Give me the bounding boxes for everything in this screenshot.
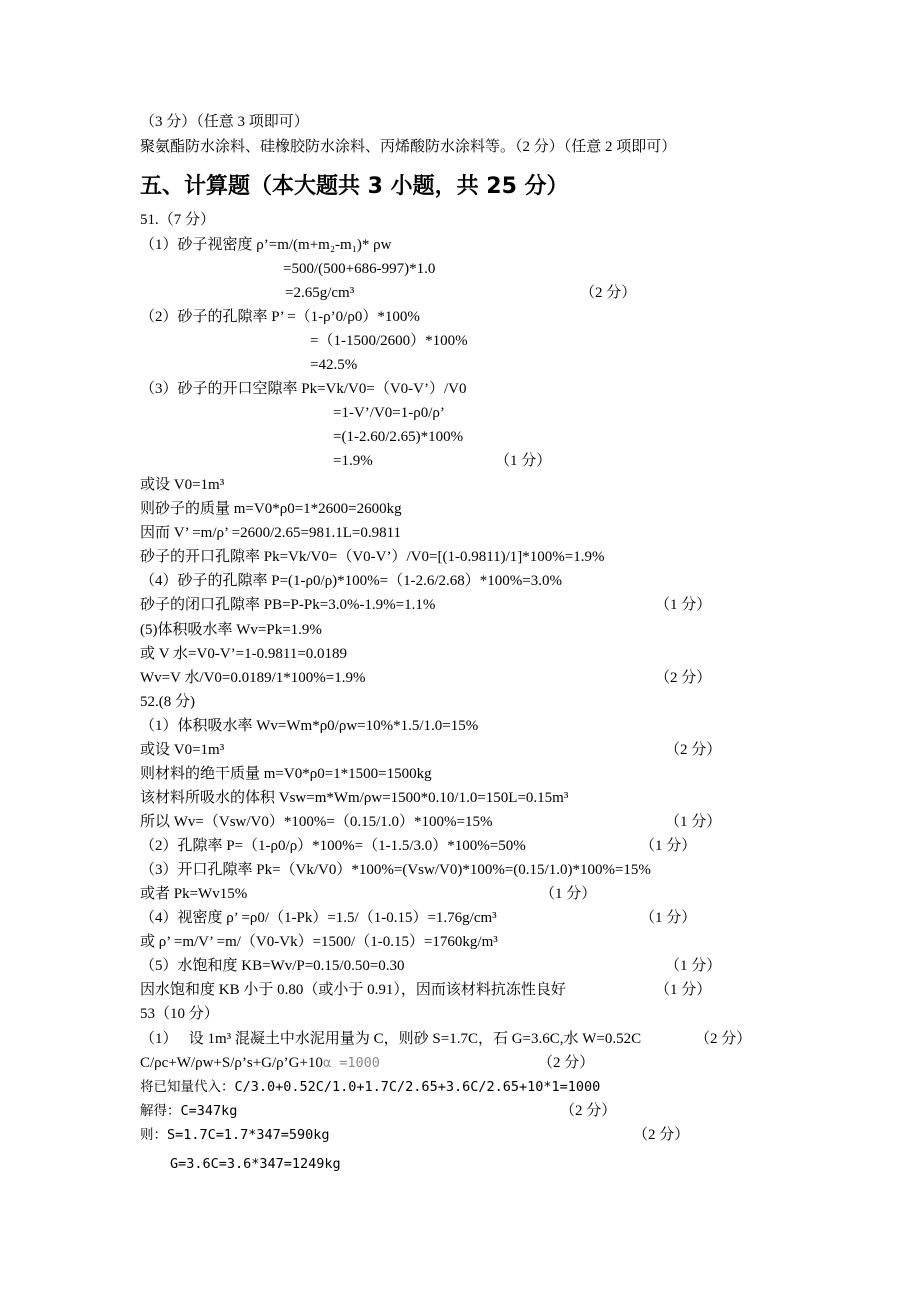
score-label: （1 分） [640, 838, 697, 854]
q53-equation-text: C/ρc+W/ρw+S/ρ’s+G/ρ’G+10 [140, 1055, 323, 1071]
q53-step1-line: （1） 设 1m³ 混凝土中水泥用量为 C，则砂 S=1.7C，石 G=3.6C,水 W=0.52C [140, 1031, 642, 1047]
q51-alt-line: 或设 V0=1m³ [140, 477, 225, 493]
score-label: （2 分） [580, 285, 637, 301]
q53-solution-line: 解得：C=347kg [140, 1103, 238, 1119]
q51-alt-line: 砂子的开口孔隙率 Pk=Vk/V0=（V0-V’）/V0=[(1-0.9811)/1]*100%=1.9% [140, 549, 605, 565]
question-51-title: 51.（7 分） [140, 212, 216, 228]
q53-sand-line: 则：S=1.7C=1.7*347=590kg [140, 1127, 330, 1143]
q52-step5-line: （5）水饱和度 KB=Wv/P=0.15/0.50=0.30 [140, 958, 405, 974]
q53-equation-line [140, 1053, 380, 1073]
q53-gravel-line: G=3.6C=3.6*347=1249kg [170, 1156, 341, 1172]
q51-step5-alt: 或 V 水=V0-V’=1-0.9811=0.0189 [140, 646, 348, 662]
score-label: （1 分） [495, 453, 552, 469]
score-label: （1 分） [640, 910, 697, 926]
q52-step1-line: （1）体积吸水率 Wv=Wm*ρ0/ρw=10%*1.5/1.0=15% [140, 718, 479, 734]
q51-step4-line: （4）砂子的孔隙率 P=(1-ρ0/ρ)*100%=（1-2.6/2.68）*100%=3.0% [140, 573, 562, 589]
q52-conclusion-line: 因水饱和度 KB 小于 0.80（或小于 0.91），因而该材料抗冻性良好 [140, 982, 566, 998]
q52-step3-alt: 或者 Pk=Wv15% [140, 886, 248, 902]
score-label: （1 分） [655, 597, 712, 613]
q51-step5-line: (5)体积吸水率 Wv=Pk=1.9% [140, 622, 322, 638]
q52-alt-line: 该材料所吸水的体积 Vsw=m*Wm/ρw=1500*0.10/1.0=150L=0.15m³ [140, 790, 569, 806]
q53-substitution-line: 将已知量代入：C/3.0+0.52C/1.0+1.7C/2.65+3.6C/2.65+10*1=1000 [140, 1079, 601, 1095]
score-label: （2 分） [695, 1031, 752, 1047]
q51-step1-line: （1）砂子视密度 ρ’=m/(m+m₂-m₁)* ρw [140, 237, 392, 253]
q51-closed-porosity-line: 砂子的闭口孔隙率 PB=P-Pk=3.0%-1.9%=1.1% [140, 597, 436, 613]
score-label: （2 分） [655, 670, 712, 686]
score-label: （2 分） [633, 1127, 690, 1143]
score-label: （1 分） [665, 814, 722, 830]
q51-step3-calc: =1-V’/V0=1-ρ0/ρ’ [333, 405, 445, 421]
question-52-title: 52.(8 分) [140, 694, 195, 710]
q51-alt-line: 因而 V’ =m/ρ’ =2600/2.65=981.1L=0.9811 [140, 525, 402, 541]
q53-equation-tail: α =1000 [322, 1055, 380, 1071]
q52-step3-line: （3）开口孔隙率 Pk=（Vk/V0）*100%=(Vsw/V0)*100%=(0.15/1.0)*100%=15% [140, 862, 651, 878]
q52-alt-line: 所以 Wv=（Vsw/V0）*100%=（0.15/1.0）*100%=15% [140, 814, 493, 830]
q52-step2-line: （2）孔隙率 P=（1-ρ0/ρ）*100%=（1-1.5/3.0）*100%=50% [140, 838, 526, 854]
q51-step5-result: Wv=V 水/V0=0.0189/1*100%=1.9% [140, 670, 366, 686]
score-label: （2 分） [560, 1103, 617, 1119]
q51-step2-result: =42.5% [310, 357, 358, 373]
question-53-title: 53（10 分） [140, 1006, 219, 1022]
q51-step3-result: =1.9% [333, 453, 373, 469]
q51-step3-calc2: =(1-2.60/2.65)*100% [333, 429, 464, 445]
score-label: （1 分） [540, 886, 597, 902]
score-label: （1 分） [665, 958, 722, 974]
q52-step4-line: （4）视密度 ρ’ =ρ0/（1-Pk）=1.5/（1-0.15）=1.76g/cm³ [140, 910, 497, 926]
answer-text-line: 聚氨酯防水涂料、硅橡胶防水涂料、丙烯酸防水涂料等。（2 分）（任意 2 项即可） [140, 139, 677, 155]
score-label: （2 分） [665, 742, 722, 758]
q52-alt-line: 或设 V0=1m³ [140, 742, 225, 758]
q51-step3-line: （3）砂子的开口空隙率 Pk=Vk/V0=（V0-V’）/V0 [140, 381, 467, 397]
answer-note-line: （3 分）（任意 3 项即可） [140, 114, 309, 130]
q51-step1-result: =2.65g/cm³ [285, 285, 355, 301]
q52-step4-alt: 或 ρ’ =m/V’ =m/（V0-Vk）=1500/（1-0.15）=1760kg/m³ [140, 934, 498, 950]
q51-step2-calc: =（1-1500/2600）*100% [310, 333, 468, 349]
q51-alt-line: 则砂子的质量 m=V0*ρ0=1*2600=2600kg [140, 501, 402, 517]
score-label: （1 分） [655, 982, 712, 998]
section-heading: 五、计算题（本大题共 3 小题，共 25 分） [140, 174, 569, 199]
q51-step1-calc: =500/(500+686-997)*1.0 [283, 261, 436, 277]
q51-step2-line: （2）砂子的孔隙率 P’ =（1-ρ’0/ρ0）*100% [140, 309, 420, 325]
q52-alt-line: 则材料的绝干质量 m=V0*ρ0=1*1500=1500kg [140, 766, 432, 782]
score-label: （2 分） [538, 1055, 595, 1071]
